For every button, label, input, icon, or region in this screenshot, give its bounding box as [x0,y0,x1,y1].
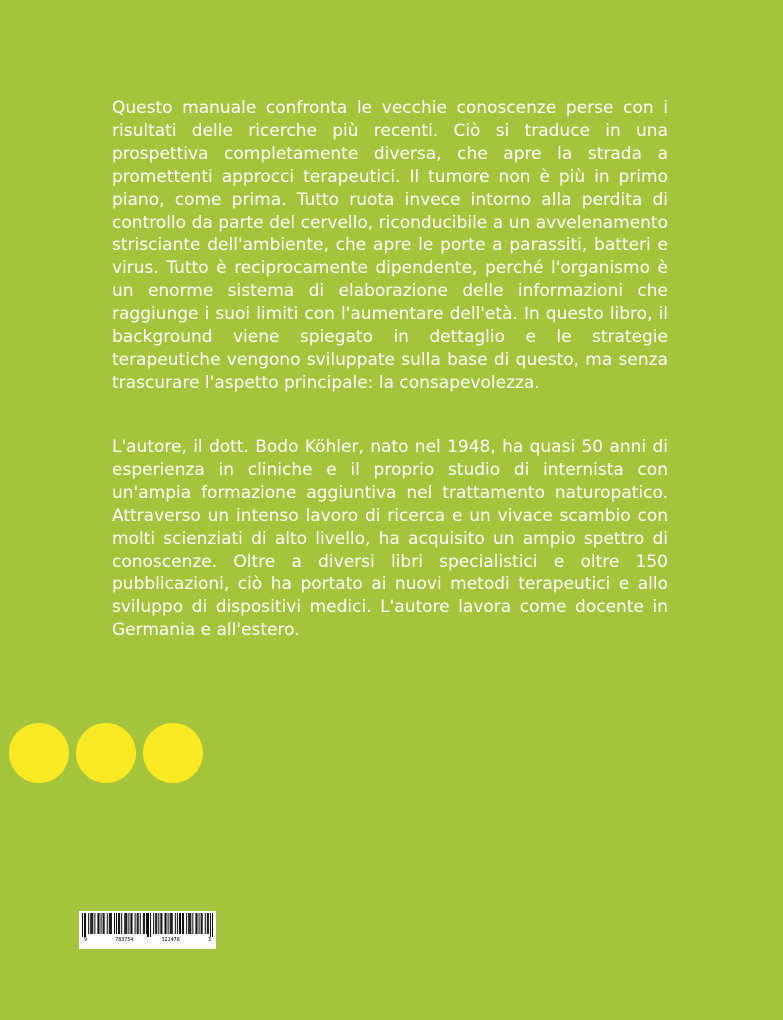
barcode-bar [212,913,213,937]
barcode-bar [92,913,93,934]
barcode-bar [130,913,131,934]
barcode-bar [186,913,187,934]
barcode-bar [188,913,189,934]
barcode-bar [124,913,125,934]
barcode-bar [182,913,183,934]
barcode-digits [82,937,213,943]
barcode-bar [143,913,144,934]
barcode-bar [202,913,203,934]
barcode-bar [85,913,86,937]
barcode-bar [146,913,147,934]
barcode-bar [170,913,171,934]
barcode-bar [205,913,206,934]
barcode-bar [180,913,181,934]
barcode-bar [137,913,138,934]
barcode-bar [175,913,176,934]
barcode-bar [118,913,119,934]
barcode-bar [110,913,111,934]
barcode-bar [128,913,129,934]
barcode-bar [114,913,115,934]
barcode-bar [88,913,89,934]
back-cover-description: Questo manuale confronta le vecchie conoscenze perse con i risultati delle ricerche più recenti. Ciò si traduce in una prospettiva completamente diversa, che apre la strada a promettenti approcci terapeutici. Il tumore non è più in primo piano, come prima. Tutto ruota invece intorno alla perdita di controllo da parte del cervello, riconducibile a un avvelenamento strisciante dell'ambiente, che apre le porte a parassiti, batteri e virus. Tutto è reciprocamente dipendente, perché l'organismo è un enorme sistema di elaborazione delle informazioni che raggiunge i suoi limiti con l'aumentare dell'età. In questo libro, il background viene spiegato in dettaglio e le strategie terapeutiche vengono sviluppate sulla base di questo, ma senza trascurare l'aspetto principale: la consapevolezza. [112,98,668,393]
barcode-bar [107,913,108,934]
barcode-bar [189,913,190,934]
barcode-bar [195,913,196,934]
barcode-bar [207,913,208,934]
barcode-bar [208,913,209,934]
isbn-barcode [79,911,216,949]
barcode-bar [171,913,172,934]
barcode-bar [138,913,139,934]
barcode-bar [103,913,104,934]
barcode-bar [210,913,211,937]
barcode-bar [165,913,166,934]
barcode-bar [84,913,85,937]
barcode-bar [119,913,120,934]
barcode-bar [90,913,91,934]
barcode-bar [183,913,184,934]
barcode-digit-group-1: 783754 [115,937,134,943]
barcode-bar [125,913,126,934]
barcode-bar [190,913,191,934]
barcode-bar [135,913,136,934]
barcode-bar [177,913,178,934]
barcode-bar [144,913,145,934]
barcode-bar [192,913,193,934]
barcode-bar [82,913,83,937]
barcode-bar [150,913,151,937]
barcode-bar [104,913,105,934]
barcode-bar [156,913,157,934]
barcode-bar [116,913,117,934]
barcode-bar [101,913,102,934]
yellow-dot-2 [76,723,136,783]
barcode-digit-suffix: 3 [207,937,211,943]
barcode-bar [148,913,149,937]
barcode-bar [179,913,180,934]
barcode-bar [166,913,167,934]
barcode-bar [199,913,200,934]
barcode-bar [155,913,156,934]
barcode-bar [91,913,92,934]
author-biography: L'autore, il dott. Bodo Köhler, nato nel 1948, ha quasi 50 anni di esperienza in cliniche e il proprio studio di internista con un'ampia formazione aggiuntiva nel trattamento naturopatico. Attraverso un intenso lavoro di ricerca e un vivace scambio con molti scienziati di alto livello, ha acquisito un ampio spettro di conoscenze. Oltre a diversi libri specialistici e oltre 150 pubblicazioni, ciò ha portato ai nuovi metodi terapeutici e allo sviluppo di dispositivi medici. L'autore lavora come docente in Germania e all'estero. [112,437,668,641]
barcode-bar [111,913,112,934]
decorative-dots [9,723,203,783]
barcode-bar [160,913,161,934]
barcode-bar [126,913,127,934]
barcode-bar [109,913,110,934]
yellow-dot-1 [9,723,69,783]
barcode-bar [94,913,95,934]
barcode-bar [172,913,173,934]
barcode-bar [197,913,198,934]
barcode-bar [97,913,98,934]
barcode-bar [140,913,141,934]
yellow-dot-3 [143,723,203,783]
barcode-bar [168,913,169,934]
barcode-bar [99,913,100,934]
barcode-digit-group-2: 321478 [161,937,180,943]
barcode-bar [153,913,154,934]
barcode-bar [147,913,148,937]
barcode-bar [161,913,162,934]
barcode-bars [82,913,213,937]
barcode-bar [121,913,122,934]
barcode-bar [132,913,133,934]
barcode-bar [201,913,202,934]
barcode-digit-prefix: 9 [84,937,88,943]
barcode-bar [158,913,159,934]
